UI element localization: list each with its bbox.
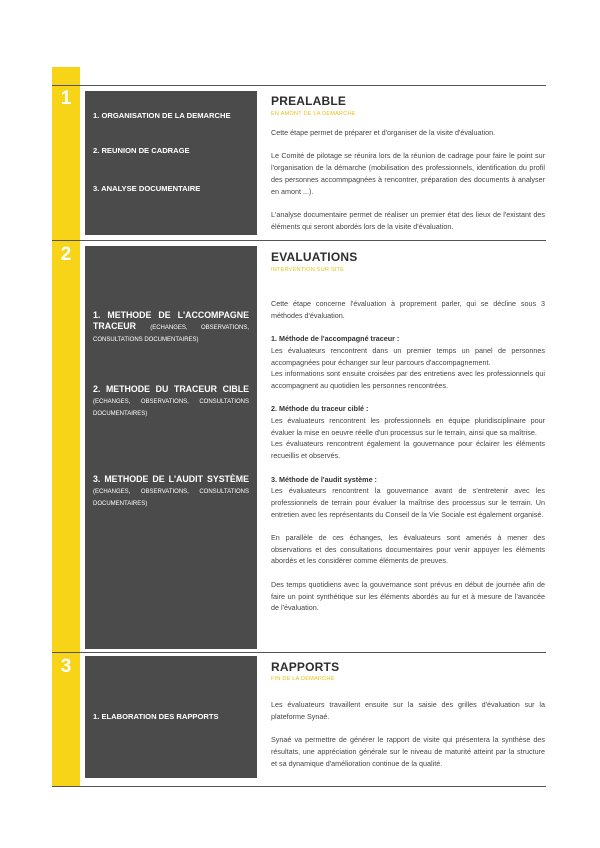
section-1-title: PREALABLE bbox=[271, 94, 347, 108]
step-audit-systeme: 3. METHODE DE L'AUDIT SYSTÈME (ECHANGES, OBSERVATIONS, CONSULTATIONS DOCUMENTAIRES) bbox=[93, 474, 249, 508]
method-3-heading: 3. Méthode de l'audit système : bbox=[271, 474, 377, 484]
section-3-steps-panel bbox=[85, 656, 257, 778]
step-note: (ECHANGES, OBSERVATIONS, CONSULTATIONS DOCUMENTAIRES) bbox=[93, 399, 249, 418]
section-3-title: RAPPORTS bbox=[271, 660, 340, 674]
parallel-paragraph: En parallèle de ces échanges, les évaluateurs sont amenés à mener des observations et des consultations documentaires pour venir appuyer les éléments abordés et les considérer comme éléments de preuves. bbox=[271, 533, 545, 566]
section-3-paragraph: Les évaluateurs travaillent ensuite sur la saisie des grilles d'évaluation sur la plateforme Synaé. bbox=[271, 700, 545, 721]
section-2-title: EVALUATIONS bbox=[271, 250, 358, 264]
temps-paragraph: Des temps quotidiens avec la gouvernance sont prévus en début de journée afin de faire un point synthétique sur les éléments abordés au fur et à mesure de l'avancée de l'évaluation. bbox=[271, 579, 545, 613]
section-1-paragraph: Cette étape permet de préparer et d'organiser de la visite d'évaluation. bbox=[271, 128, 496, 137]
method-1-heading: 1. Méthode de l'accompagné traceur : bbox=[271, 334, 400, 344]
step-reunion-cadrage: 2. REUNION DE CADRAGE bbox=[93, 146, 190, 155]
method-1-text: Les informations sont ensuite croisées par des entretiens avec les professionnels qui accompagnent au quotidien les personnes rencontrées. bbox=[271, 369, 545, 390]
section-1-steps-panel bbox=[85, 91, 257, 235]
step-elaboration-rapports: 1. ELABORATION DES RAPPORTS bbox=[93, 712, 219, 721]
step-accompagne-traceur: 1. METHODE DE L'ACCOMPAGNE TRACEUR (ECHANGES, OBSERVATIONS, CONSULTATIONS DOCUMENTAIRES) bbox=[93, 310, 249, 344]
method-2-heading: 2. Méthode du traceur ciblé : bbox=[271, 404, 369, 414]
section-number-1: 1 bbox=[60, 88, 72, 109]
section-3-subtitle: FIN DE LA DEMARCHE bbox=[271, 676, 335, 682]
step-note: (ECHANGES, OBSERVATIONS, CONSULTATIONS DOCUMENTAIRES) bbox=[93, 489, 249, 508]
section-1-paragraph: L'analyse documentaire permet de réaliser un premier état des lieux de l'existant des éléments qui seront abordés lors de la visite d'évaluation. bbox=[271, 209, 545, 231]
method-3-text: Les évaluateurs rencontrent la gouvernance avant de s'entretenir avec les professionnels de terrain pour évaluer la maîtrise des processus sur le terrain. Un entretien avec les représentants du Conseil de la Vie Sociale est également organisé. bbox=[271, 486, 545, 519]
step-analyse-documentaire: 3. ANALYSE DOCUMENTAIRE bbox=[93, 184, 201, 193]
section-2-intro: Cette étape concerne l'évaluation à proprement parler, qui se décline sous 3 méthodes d'évaluation. bbox=[271, 299, 545, 320]
section-2-subtitle: INTERVENTION SUR SITE bbox=[271, 267, 345, 273]
divider-line-3 bbox=[52, 652, 546, 653]
yellow-side-bar bbox=[52, 67, 80, 787]
section-1-subtitle: EN AMONT DE LA DEMARCHE bbox=[271, 111, 356, 117]
section-3-paragraph: Synaé va permettre de générer le rapport de visite qui présentera la synthèse des résultats, une appréciation générale sur le niveau de maturité atteint par la structure et sa dynamique d'amélioration continue de la qualité. bbox=[271, 735, 545, 768]
method-2-text: Les évaluateurs rencontrent les professionnels en équipe pluridisciplinaire pour évaluer la mise en oeuvre réelle d'un processus sur le terrain, ainsi que sa maîtrise. bbox=[271, 416, 545, 437]
step-traceur-cible: 2. METHODE DU TRACEUR CIBLE (ECHANGES, OBSERVATIONS, CONSULTATIONS DOCUMENTAIRES) bbox=[93, 384, 249, 418]
section-2-body bbox=[271, 298, 545, 626]
section-1-body bbox=[271, 127, 545, 244]
divider-line-4 bbox=[52, 786, 546, 787]
section-1-paragraph: Le Comité de pilotage se réunira lors de la réunion de cadrage pour faire le point sur l'organisation de la démarche (mobilisation des professionnels, identification du profil des personnes accommpagnées à rencontrer, préparation des documents à analyser en amont ...). bbox=[271, 151, 545, 196]
step-note: (ECHANGES, OBSERVATIONS, CONSULTATIONS DOCUMENTAIRES) bbox=[93, 325, 249, 344]
method-2-text: Les évaluateurs rencontrent également la gouvernance pour éclairer les éléments recueillis et observés. bbox=[271, 439, 545, 461]
section-3-body bbox=[271, 699, 545, 781]
method-1-text: Les évaluateurs rencontrent dans un premier temps un panel de personnes accompagnées pour échanger sur leur parcours d'accompagnement. bbox=[271, 345, 545, 367]
section-2-steps-panel bbox=[85, 246, 257, 649]
section-number-3: 3 bbox=[60, 656, 72, 677]
section-number-2: 2 bbox=[60, 244, 72, 265]
divider-line-1 bbox=[52, 85, 546, 86]
step-organisation: 1. ORGANISATION DE LA DEMARCHE bbox=[93, 111, 231, 120]
